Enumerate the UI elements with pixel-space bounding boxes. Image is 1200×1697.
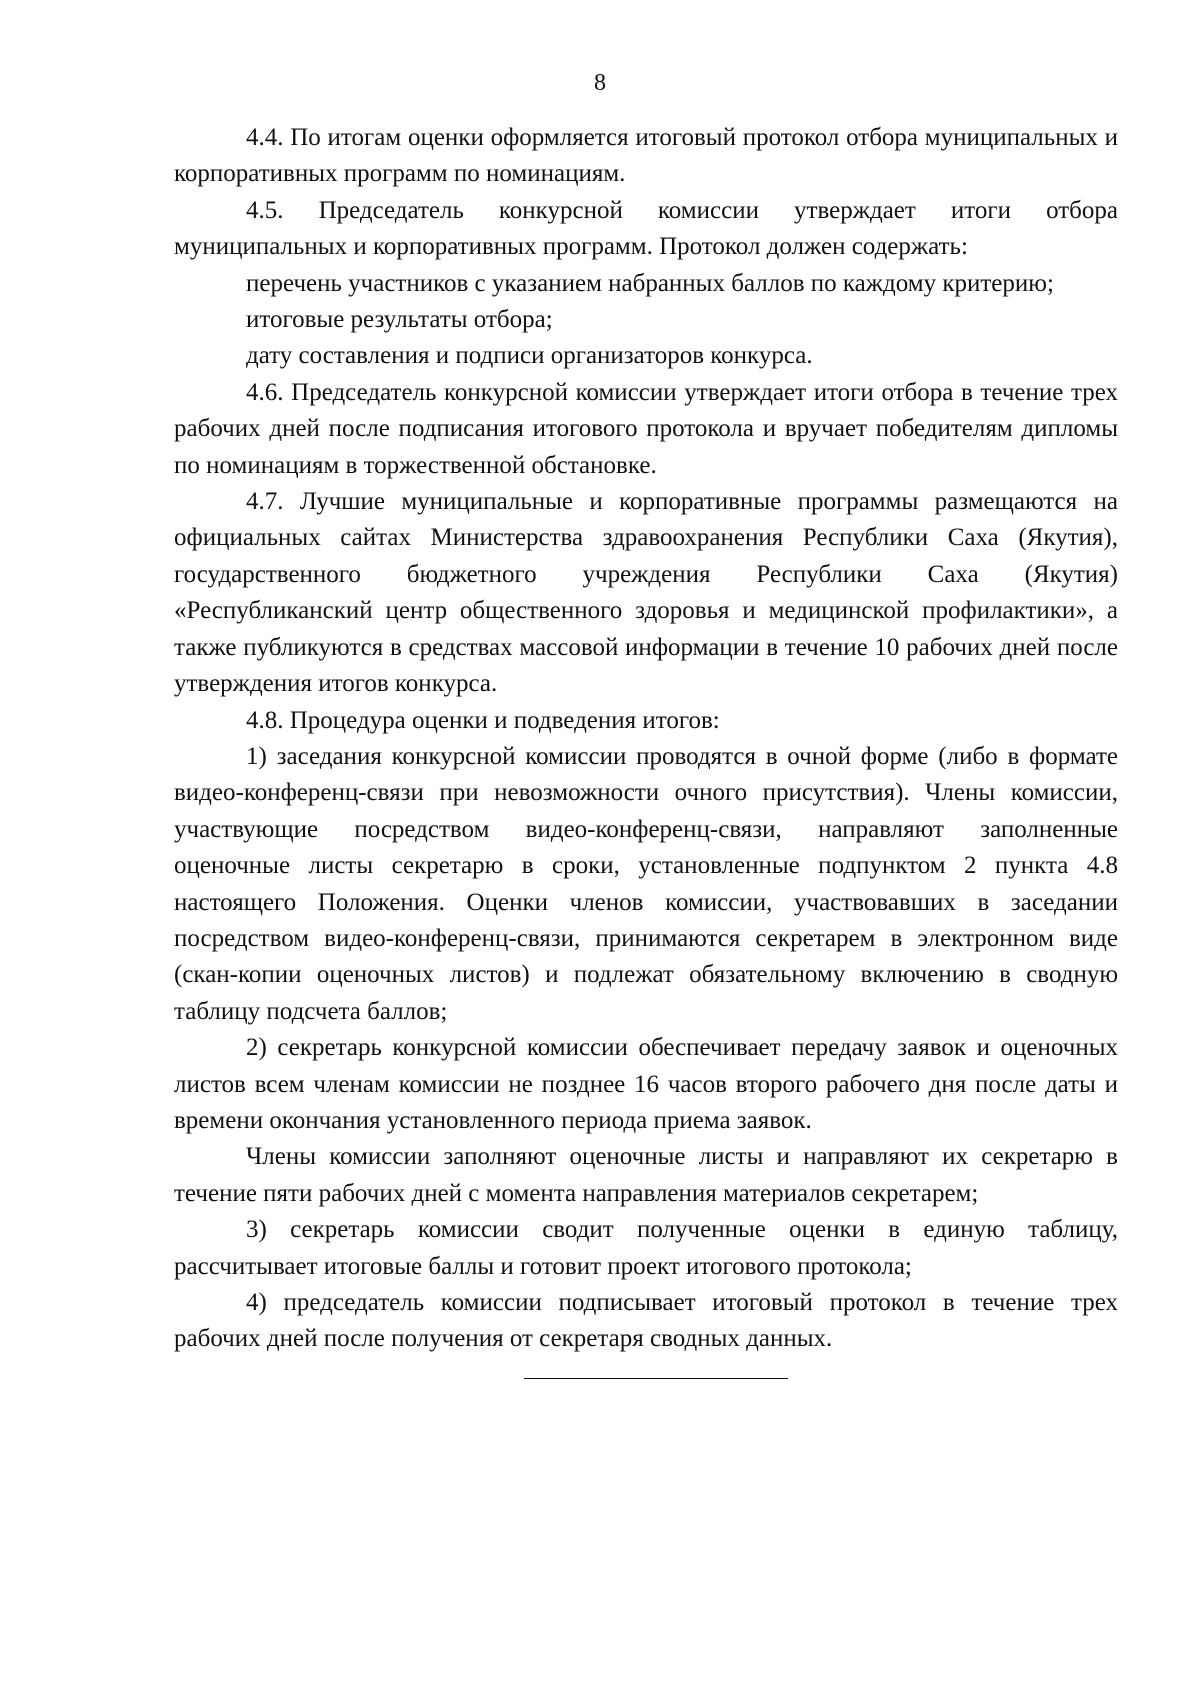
paragraph-4-7: 4.7. Лучшие муниципальные и корпоративные программы размещаются на официальных сайтах Министерства здравоохранения Республики Саха (Якутия), государственного бюджетного учреждения Республики Саха (Якутия) «Республиканский центр общественного здоровья и медицинской профилактики», а также публикуются в средствах массовой информации в течение 10 рабочих дней после утверждения итогов конкурса. bbox=[174, 488, 1118, 698]
paragraph-4-5: 4.5. Председатель конкурсной комиссии утверждает итоги отбора муниципальных и корпоративных программ. Протокол должен содержать: bbox=[174, 196, 1118, 261]
paragraph-4-8-item-3: 3) секретарь комиссии сводит полученные оценки в единую таблицу, рассчитывает итоговые баллы и готовит проект итогового протокола; bbox=[174, 1216, 1118, 1280]
paragraph-4-6: 4.6. Председатель конкурсной комиссии утверждает итоги отбора в течение трех рабочих дней после подписания итогового протокола и вручает победителям дипломы по номинациям в торжественной обстановке. bbox=[174, 378, 1118, 479]
paragraph-list-date-signatures: дату составления и подписи организаторов конкурса. bbox=[246, 342, 813, 370]
page-number: 8 bbox=[594, 70, 606, 96]
paragraph-4-4: 4.4. По итогам оценки оформляется итоговый протокол отбора муниципальных и корпоративных программ по номинациям. bbox=[174, 124, 1118, 188]
paragraph-list-participants: перечень участников с указанием набранных баллов по каждому критерию; bbox=[246, 269, 1054, 297]
paragraph-4-8-item-2: 2) секретарь конкурсной комиссии обеспечивает передачу заявок и оценочных листов всем членам комиссии не позднее 16 часов второго рабочего дня после даты и времени окончания установленного периода приема заявок. bbox=[174, 1034, 1118, 1134]
document-body bbox=[174, 120, 1118, 1379]
paragraph-members-fill-sheets: Члены комиссии заполняют оценочные листы и направляют их секретарю в течение пяти рабочих дней с момента направления материалов секретарем; bbox=[174, 1143, 1118, 1207]
paragraph-4-8: 4.8. Процедура оценки и подведения итогов: bbox=[246, 706, 720, 734]
paragraph-4-8-item-4: 4) председатель комиссии подписывает итоговый протокол в течение трех рабочих дней после получения от секретаря сводных данных. bbox=[174, 1289, 1118, 1353]
paragraph-list-results: итоговые результаты отбора; bbox=[246, 306, 553, 334]
paragraph-4-8-item-1: 1) заседания конкурсной комиссии проводятся в очной форме (либо в формате видео-конференц-связи при невозможности очного присутствия). Члены комиссии, участвующие посредством видео-конференц-связи, направляют заполненные оценочные листы секретарю в сроки, установленные подпунктом 2 пункта 4.8 настоящего Положения. Оценки членов комиссии, участвовавших в заседании посредством видео-конференц-связи, принимаются секретарем в электронном виде (скан-копии оценочных листов) и подлежат обязательному включению в сводную таблицу подсчета баллов; bbox=[174, 742, 1118, 1025]
end-divider-line bbox=[524, 1378, 788, 1379]
